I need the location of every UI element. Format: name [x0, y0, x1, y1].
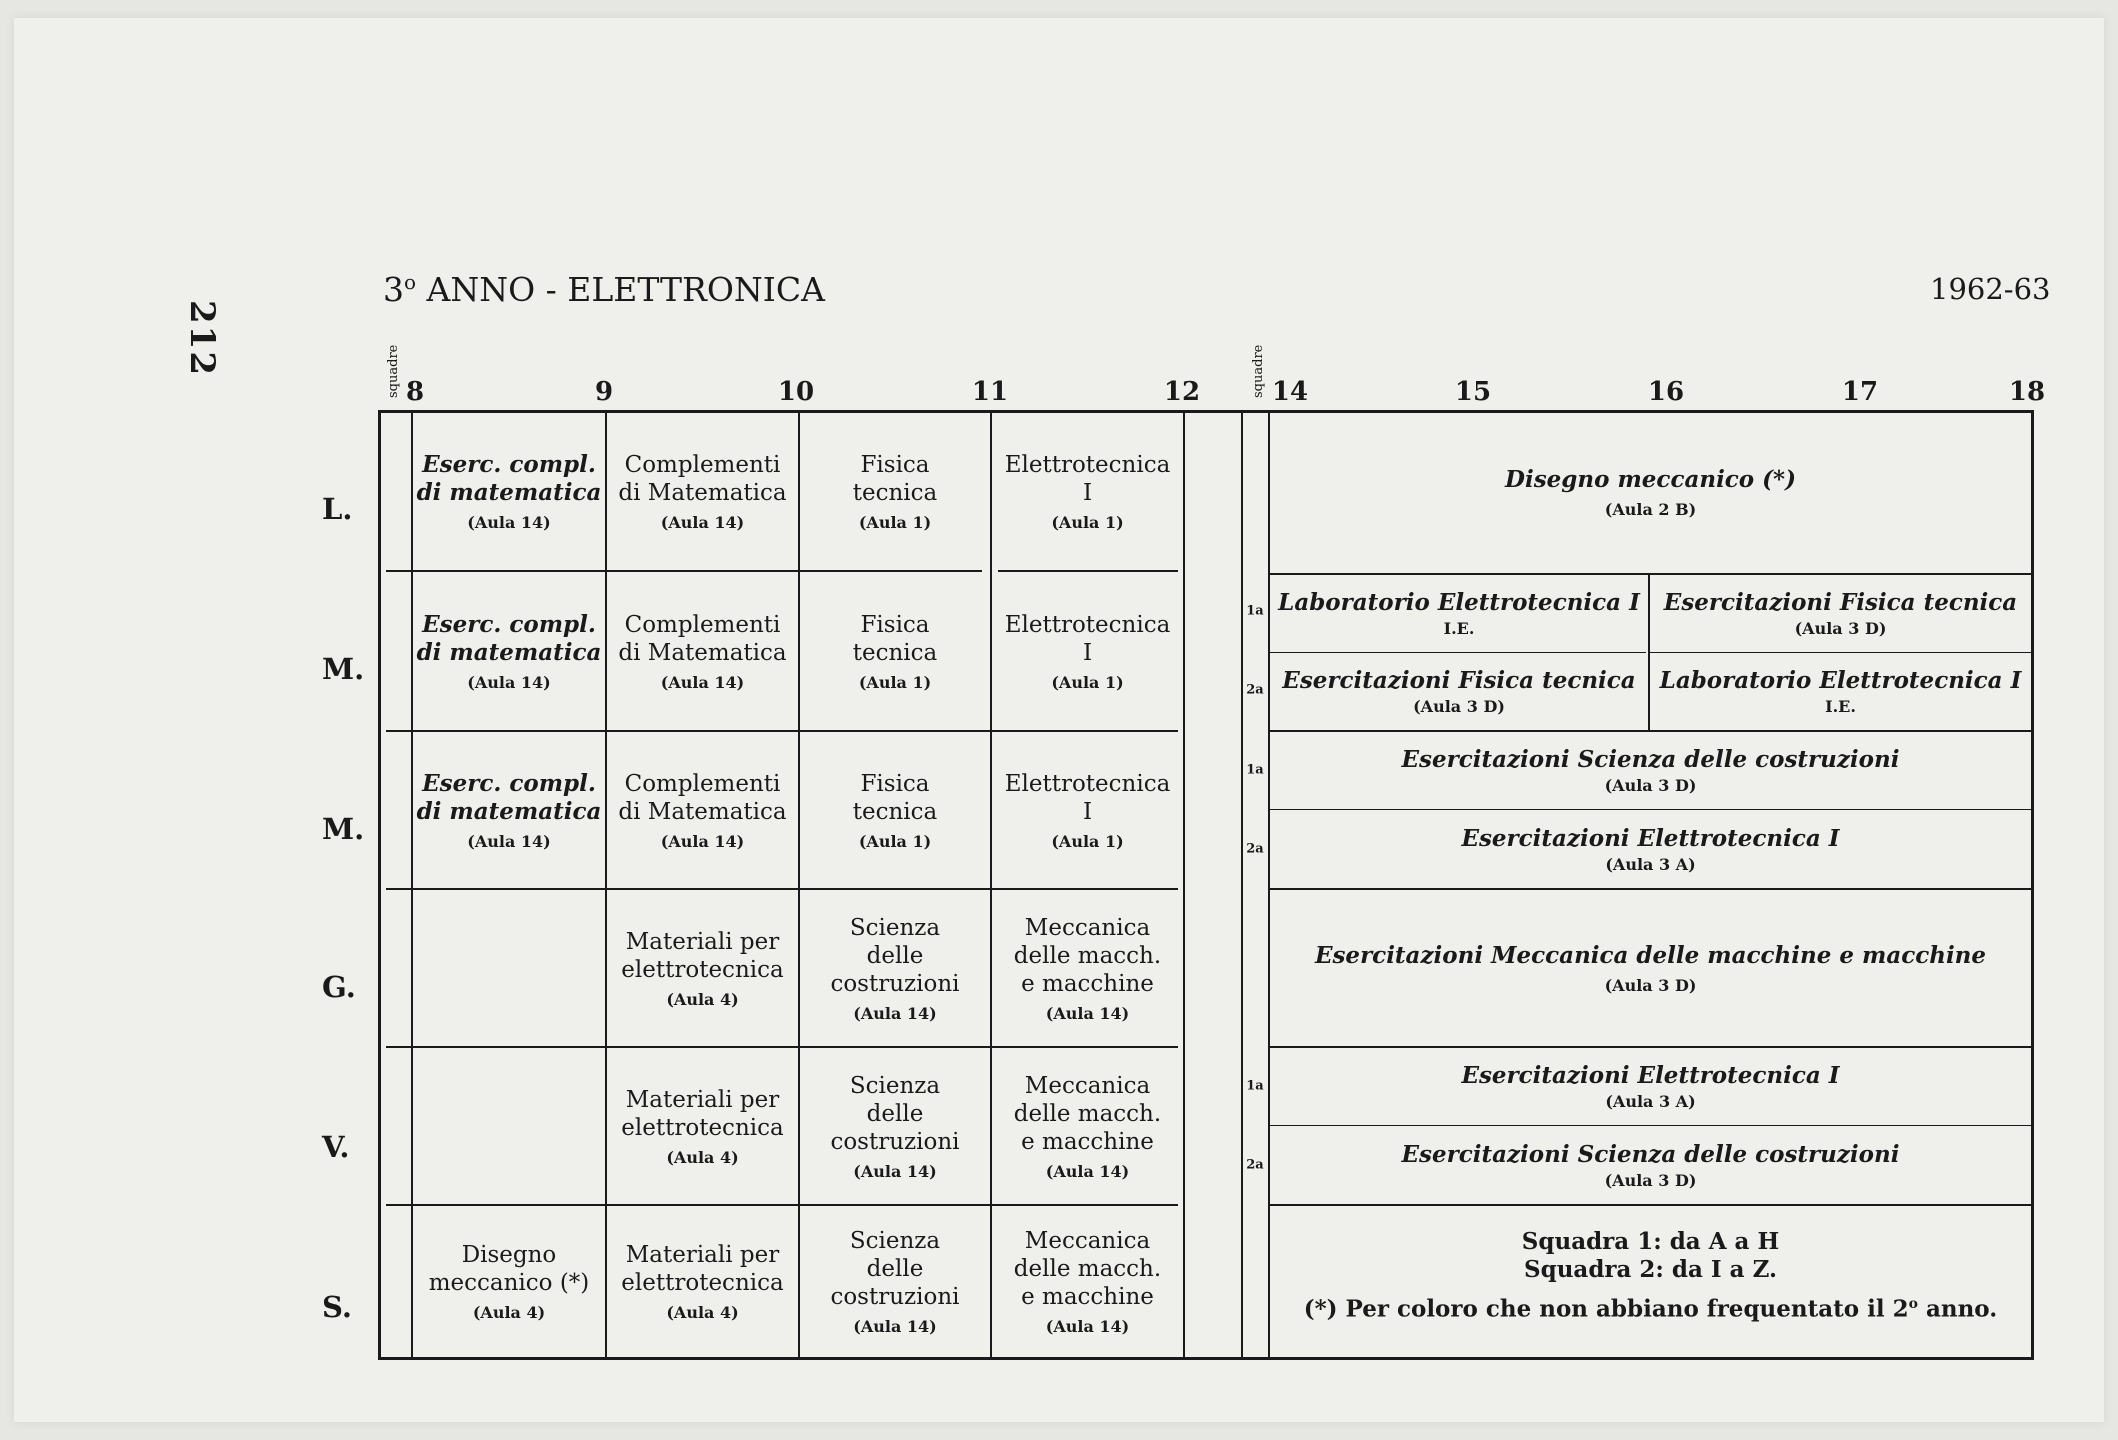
room-label: (Aula 14) [853, 1317, 937, 1336]
note-footnote-a: (*) Per coloro che non abbiano frequentato il 2 [1303, 1295, 1909, 1323]
room-label: (Aula 1) [858, 672, 932, 692]
course-line: I [1082, 479, 1093, 506]
squad-marker-wed-2: 2a [1246, 841, 1264, 857]
squadre-label-afternoon: squadre [1251, 344, 1266, 398]
day-saturday: S. [322, 1290, 353, 1324]
room-label: (Aula 1) [1051, 512, 1124, 532]
hour-16: 16 [1647, 377, 1685, 407]
course-line: di matematica [416, 478, 602, 506]
course-line: delle macch. [1013, 942, 1162, 969]
course-line: Esercitazioni Meccanica delle macchine e macchine [1314, 941, 1987, 969]
course-line: Materiali per [625, 1242, 780, 1268]
room-label: (Aula 1) [1051, 672, 1124, 692]
room-label: (Aula 14) [660, 831, 745, 851]
cell-mon-11 [992, 412, 1183, 570]
squad-marker-tue-1: 1a [1246, 603, 1264, 619]
course-line: e macchine [1021, 970, 1154, 997]
cell-wed-10 [800, 732, 990, 888]
cell-fri-afternoon-2 [1270, 1126, 2031, 1204]
course-line: tecnica [852, 798, 938, 825]
course-line: Meccanica [1024, 914, 1151, 941]
room-label: (Aula 3 D) [1604, 776, 1697, 795]
hour-18: 18 [2008, 377, 2046, 407]
course-line: tecnica [852, 479, 938, 506]
cell-sat-11 [992, 1206, 1183, 1357]
hour-8: 8 [405, 377, 425, 407]
room-label: (Aula 14) [467, 512, 551, 532]
course-line: meccanico (*) [428, 1270, 590, 1296]
course-line: Eserc. compl. [422, 450, 596, 478]
note-footnote-b: anno. [1917, 1295, 1998, 1323]
cell-tue-afternoon-2-right [1650, 653, 2031, 730]
room-label: (Aula 1) [1051, 831, 1124, 851]
cell-fri-10 [800, 1048, 990, 1204]
room-label: (Aula 1) [858, 512, 932, 532]
table-right-border [2031, 410, 2034, 1360]
cell-fri-11 [992, 1048, 1183, 1204]
cell-tue-8 [413, 572, 605, 730]
course-line: elettrotecnica [621, 1270, 784, 1296]
day-tuesday: M. [322, 652, 365, 686]
cell-wed-11 [992, 732, 1183, 888]
hour-9: 9 [594, 377, 614, 407]
cell-wed-afternoon-2 [1270, 810, 2031, 888]
note-squadra-1: Squadra 1: da A a H [1521, 1228, 1780, 1255]
cell-sat-9 [607, 1206, 798, 1357]
course-line: Laboratorio Elettrotecnica I [1278, 589, 1640, 616]
room-label: (Aula 3 D) [1413, 697, 1505, 716]
hour-15: 15 [1454, 377, 1492, 407]
room-label: (Aula 3 A) [1605, 1092, 1696, 1111]
cell-tue-10 [800, 572, 990, 730]
course-line: Complementi [624, 611, 781, 638]
room-label: (Aula 14) [1045, 1003, 1130, 1023]
note-squadra-2: Squadra 2: da I a Z. [1524, 1256, 1777, 1283]
course-line: Esercitazioni Fisica tecnica [1282, 667, 1636, 694]
course-line: Materiali per [625, 1086, 780, 1113]
course-line: elettrotecnica [621, 956, 784, 983]
course-line: Esercitazioni Elettrotecnica I [1461, 1062, 1840, 1089]
course-line: costruzioni [830, 1128, 960, 1155]
course-line: Esercitazioni Scienza delle costruzioni [1401, 746, 1900, 773]
course-line: I [1082, 639, 1093, 666]
cell-mon-8 [413, 412, 605, 570]
course-line: Meccanica [1024, 1072, 1151, 1099]
course-line: Meccanica [1024, 1228, 1151, 1254]
day-friday: V. [322, 1130, 350, 1164]
cell-thu-10 [800, 890, 990, 1046]
course-line: Eserc. compl. [422, 769, 596, 797]
course-line: Esercitazioni Scienza delle costruzioni [1401, 1140, 1900, 1168]
cell-wed-8 [413, 732, 605, 888]
course-line: e macchine [1021, 1284, 1154, 1310]
course-line: Elettrotecnica [1004, 611, 1171, 638]
course-line: di matematica [416, 797, 602, 825]
room-label: (Aula 1) [858, 831, 932, 851]
squad-marker-wed-1: 1a [1246, 762, 1264, 778]
course-line: Scienza [849, 1228, 941, 1254]
hour-12: 12 [1163, 377, 1201, 407]
course-line: di matematica [416, 638, 602, 666]
room-label: (Aula 14) [467, 672, 551, 692]
room-label: (Aula 3 D) [1604, 975, 1697, 995]
row-sep-afternoon-5 [1270, 1204, 2034, 1206]
title-text: ANNO - ELETTRONICA [416, 270, 825, 309]
cell-thu-9 [607, 890, 798, 1046]
cell-sat-10 [800, 1206, 990, 1357]
table-left-border [378, 410, 381, 1360]
hour-17: 17 [1841, 377, 1879, 407]
cell-tue-afternoon-2-left [1270, 653, 1648, 730]
cell-mon-10 [800, 412, 990, 570]
cell-tue-11 [992, 572, 1183, 730]
day-monday: L. [322, 492, 353, 526]
room-label: I.E. [1825, 697, 1856, 716]
cell-wed-afternoon-1 [1270, 732, 2031, 809]
cell-thu-11 [992, 890, 1183, 1046]
course-line: Elettrotecnica [1004, 451, 1171, 478]
course-line: tecnica [852, 639, 938, 666]
course-line: Fisica [860, 451, 930, 478]
room-label: (Aula 14) [1045, 1161, 1130, 1181]
day-wednesday: M. [322, 812, 365, 846]
course-line: costruzioni [830, 1284, 960, 1310]
hour-10: 10 [777, 377, 815, 407]
course-line: e macchine [1021, 1128, 1154, 1155]
room-label: (Aula 14) [660, 672, 745, 692]
course-line: di Matematica [618, 479, 787, 506]
course-line: Esercitazioni Elettrotecnica I [1461, 824, 1840, 852]
hour-14: 14 [1271, 377, 1309, 407]
course-line: Elettrotecnica [1004, 770, 1171, 797]
room-label: (Aula 4) [472, 1303, 546, 1322]
note-footnote-sup: o [1908, 1296, 1918, 1312]
room-label: (Aula 3 D) [1604, 1170, 1697, 1190]
cell-fri-9 [607, 1048, 798, 1204]
squadre-label-morning: squadre [386, 344, 401, 398]
room-label: (Aula 3 D) [1794, 619, 1887, 638]
room-label: (Aula 4) [666, 1303, 739, 1322]
course-line: Complementi [624, 451, 781, 478]
cell-tue-afternoon-1-left [1270, 575, 1648, 652]
course-line: delle macch. [1013, 1256, 1162, 1282]
cell-mon-9 [607, 412, 798, 570]
cell-sat-8 [413, 1206, 605, 1357]
room-label: (Aula 4) [666, 1147, 739, 1167]
room-label: (Aula 14) [660, 512, 745, 532]
course-line: delle [866, 942, 924, 969]
hour-11: 11 [971, 377, 1009, 407]
page-title [383, 270, 825, 309]
course-line: delle [866, 1256, 924, 1282]
cell-tue-9 [607, 572, 798, 730]
course-line: I [1082, 798, 1093, 825]
course-line: Disegno [461, 1242, 557, 1268]
course-line: elettrotecnica [621, 1114, 784, 1141]
col-divider-12 [1183, 410, 1185, 1358]
day-thursday: G. [322, 970, 356, 1004]
squad-marker-tue-2: 2a [1246, 682, 1264, 698]
room-label: (Aula 3 A) [1605, 854, 1696, 874]
course-line: Fisica [860, 770, 930, 797]
course-line: Disegno meccanico (*) [1505, 466, 1796, 493]
cell-fri-afternoon-1 [1270, 1048, 2031, 1125]
course-line: Esercitazioni Fisica tecnica [1663, 589, 2018, 616]
room-label: (Aula 14) [1045, 1317, 1130, 1336]
title-year-sup: o [404, 270, 417, 294]
course-line: di Matematica [618, 798, 787, 825]
course-line: delle [866, 1100, 924, 1127]
col-divider-break [1241, 410, 1243, 1358]
cell-mon-afternoon [1270, 412, 2031, 573]
room-label: (Aula 14) [467, 831, 551, 851]
cell-wed-9 [607, 732, 798, 888]
room-label: (Aula 2 B) [1604, 500, 1697, 519]
cell-tue-afternoon-1-right [1650, 575, 2031, 652]
squad-marker-fri-2: 2a [1246, 1157, 1264, 1173]
course-line: Eserc. compl. [422, 610, 596, 638]
note-footnote [1270, 1290, 2031, 1324]
room-label: I.E. [1443, 619, 1475, 638]
course-line: Fisica [860, 611, 930, 638]
cell-thu-afternoon [1270, 890, 2031, 1046]
course-line: Laboratorio Elettrotecnica I [1659, 667, 2022, 694]
course-line: costruzioni [830, 970, 960, 997]
table-bottom-border [378, 1357, 2034, 1360]
room-label: (Aula 14) [853, 1161, 937, 1181]
course-line: Scienza [849, 1072, 941, 1099]
page-number: 212 [182, 300, 222, 377]
academic-year: 1962-63 [1930, 272, 2051, 306]
course-line: di Matematica [618, 639, 787, 666]
squad-marker-fri-1: 1a [1246, 1078, 1264, 1094]
title-year-num: 3 [383, 270, 404, 309]
room-label: (Aula 14) [853, 1003, 937, 1023]
course-line: Scienza [849, 914, 941, 941]
course-line: Complementi [624, 770, 781, 797]
course-line: delle macch. [1013, 1100, 1162, 1127]
room-label: (Aula 4) [666, 989, 739, 1009]
course-line: Materiali per [625, 928, 780, 955]
